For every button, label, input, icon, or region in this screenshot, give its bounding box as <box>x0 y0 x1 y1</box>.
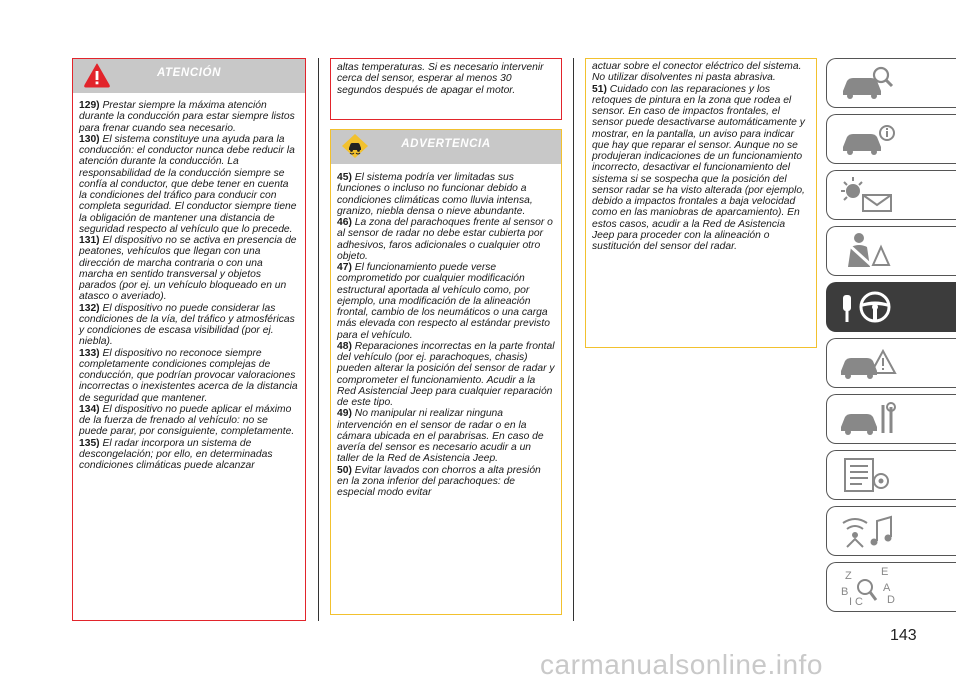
tab-safety[interactable] <box>826 226 956 276</box>
svg-text:A: A <box>883 582 891 594</box>
list-item: 130) El sistema constituye una ayuda para la conducción: el conductor nunca debe reducir la atención durante la conducción. La responsabilidad de la conducción siempre se confía al conductor, que debe tener en cuenta la condiciones del tráfico para conducir con completa seguridad. El conductor siempre tiene la obligación de mantener una distancia de seguridad respecto al vehículo que lo precede. <box>79 133 297 235</box>
svg-text:C: C <box>855 596 863 607</box>
tab-dashboard[interactable] <box>826 114 956 164</box>
specifications-icon <box>837 455 899 495</box>
list-item: 133) El dispositivo no reconoce siempre completamente condiciones complejas de conducción, que podrían provocar valoraciones incorrectas o inexistentes acerca de la distancia de seguridad que mantener. <box>79 347 298 404</box>
warning-continued-box <box>585 58 817 348</box>
list-item: 131) El dispositivo no se activa en presencia de peatones, vehículos que llegan con una dirección de marcha contraria o con una marcha en sentido transversal y objetos parados (por ej. un vehículo bloqueado en un atasco o averiado). <box>79 235 297 303</box>
warning-list <box>331 172 561 498</box>
list-item: 129) Prestar siempre la máxima atención durante la conducción para estar siempre listos para frenar cuando sea necesario. <box>79 100 295 134</box>
car-tools-icon <box>837 399 899 439</box>
warning-continued-intro: actuar sobre el conector eléctrico del sistema. No utilizar disolventes ni pasta abrasiva. <box>592 61 802 84</box>
list-item: 47) El funcionamiento puede verse comprometido por cualquier modificación estructural aportada al vehículo como, por ejemplo, una modificación de la alineación frontal, cambio de los neumáticos o una carga más elevada con respecto al estándar previsto para el vehículo. <box>337 262 550 341</box>
attention-list <box>73 100 305 471</box>
warning-box <box>330 129 562 615</box>
page-number: 143 <box>890 627 917 644</box>
key-steering-wheel-icon <box>837 287 899 327</box>
column-divider <box>318 58 319 621</box>
list-item: 49) No manipular ni realizar ninguna intervención en el sensor de radar o en la cámara ubicada en el parabrisas. En caso de avería del sensor es necesario acudir a un taller de la Red de Asistencia Jeep. <box>337 408 544 465</box>
list-item: 51) Cuidado con las reparaciones y los retoques de pintura en la zona que rodea el sensor. En caso de impactos frontales, el sensor puede desactivarse automáticamente y mostrar, en la pantalla, un aviso para indicar que hay que reparar el sensor. Aunque no se produjeran indicaciones de un funcionamiento incorrecto, desactivar el funcionamiento del sistema si se sospecha que la posición del sensor radar se ha visto alterada (por ejemplo, debido a impactos frontales a baja velocidad como en las maniobras de aparcamiento). En estos casos, acudir a la Red de Asistencia Jeep para proceder con la alineación o sustitución del sensor del radar. <box>592 83 805 252</box>
car-magnifier-icon <box>837 63 899 103</box>
svg-text:Z: Z <box>845 570 852 582</box>
column-divider <box>573 58 574 621</box>
attention-box <box>72 58 306 621</box>
attention-header <box>73 59 305 93</box>
tab-emergency[interactable] <box>826 338 956 388</box>
svg-text:B: B <box>841 586 849 598</box>
multimedia-icon <box>837 511 899 551</box>
warning-continued-list <box>586 61 816 252</box>
tab-maintenance[interactable] <box>826 394 956 444</box>
svg-text:I: I <box>849 596 853 607</box>
seatbelt-icon <box>837 231 899 271</box>
tab-knowing-vehicle[interactable] <box>826 58 956 108</box>
list-item: 132) El dispositivo no puede considerar las condiciones de la vía, del tráfico y atmosféricas y condiciones de escasa visibilidad (por ej. niebla). <box>79 302 295 348</box>
attention-title: ATENCIÓN <box>156 67 221 79</box>
car-info-icon <box>837 119 899 159</box>
tab-index[interactable] <box>826 562 956 612</box>
light-envelope-icon <box>837 175 899 215</box>
list-item: 48) Reparaciones incorrectas en la parte frontal del vehículo (por ej. parachoques, chasis) pueden alterar la posición del sensor de radar y comprometer el funcionamiento. Acudir a la Red Asistencial Jeep para cualquier reparación de este tipo. <box>337 340 555 408</box>
list-item: 46) La zona del parachoques frente al sensor o al sensor de radar no debe estar cubierta por adhesivos, faros adicionales o cualquier otro objeto. <box>337 217 553 262</box>
attention-continued-text: altas temperaturas. Si es necesario intervenir cerca del sensor, esperar al menos 30 segundos después de apagar el motor. <box>337 62 544 96</box>
list-item: 50) Evitar lavados con chorros a alta presión en la zona inferior del parachoques: de especial modo evitar <box>337 464 541 498</box>
svg-text:E: E <box>881 567 889 578</box>
alphabetical-index-icon <box>837 567 899 607</box>
car-warning-icon <box>837 343 899 383</box>
attention-continued-box <box>330 58 562 120</box>
tab-technical-data[interactable] <box>826 450 956 500</box>
watermark: carmanualsonline.info <box>540 649 823 680</box>
list-item: 134) El dispositivo no puede aplicar el máximo de la fuerza de frenado al vehículo: no se puede parar, por consiguiente, completamente. <box>79 403 295 438</box>
list-item: 45) El sistema podría ver limitadas sus funciones o incluso no funcionar debido a condiciones climáticas como lluvia intensa, granizo, niebla densa o nieve abundante. <box>337 172 533 217</box>
svg-text:D: D <box>887 594 895 606</box>
tab-multimedia[interactable] <box>826 506 956 556</box>
warning-title: ADVERTENCIA <box>401 138 491 150</box>
list-item: 135) El radar incorpora un sistema de descongelación; por ello, en determinadas condiciones climáticas puede alcanzar <box>79 437 273 471</box>
tab-starting-driving[interactable] <box>826 282 956 332</box>
warning-header <box>331 130 561 164</box>
tab-lights[interactable] <box>826 170 956 220</box>
